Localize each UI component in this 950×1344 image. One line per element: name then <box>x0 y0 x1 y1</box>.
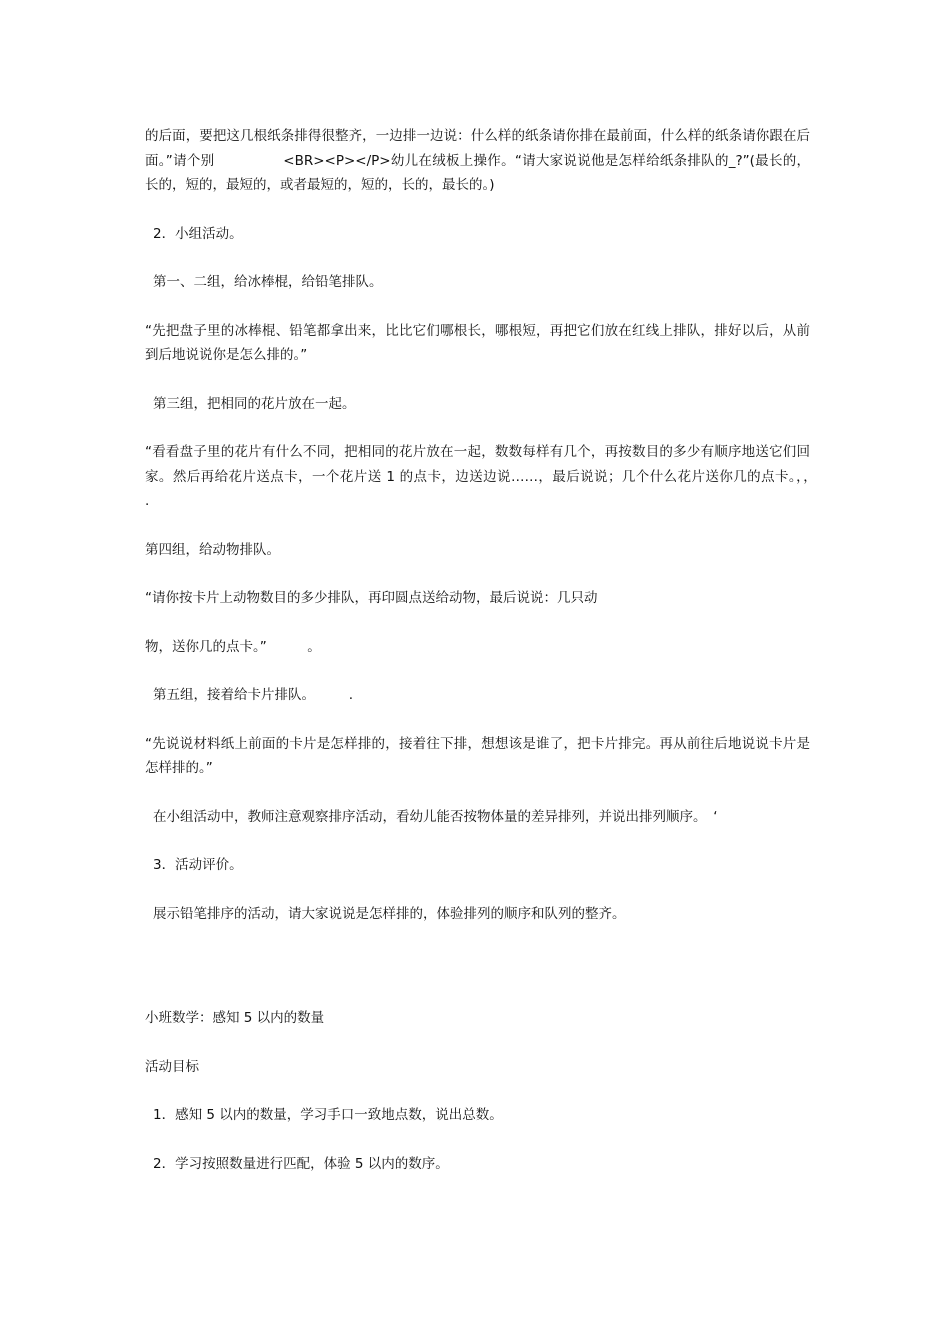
paragraph-groups-one-two-instruction: “先把盘子里的冰棒棍、铅笔都拿出来，比比它们哪根长，哪根短，再把它们放在红线上排队，排好以后，从前到后地说说你是怎么排的。” <box>145 322 810 363</box>
heading-group-activity: 2．小组活动。 <box>153 225 243 242</box>
heading-activity-goals: 活动目标 <box>145 1058 199 1075</box>
paragraph-group-five: 第五组，接着给卡片排队。 . <box>153 687 354 703</box>
goal-item-2: 2．学习按照数量进行匹配，体验 5 以内的数序。 <box>153 1155 449 1172</box>
paragraph-group-four-instruction: “请你按卡片上动物数目的多少排队，再印圆点送给动物，最后说说：几只动 <box>145 590 598 606</box>
paragraph-evaluation-detail: 展示铅笔排序的活动，请大家说说是怎样排的，体验排列的顺序和队列的整齐。 <box>153 905 626 922</box>
lesson-title: 小班数学：感知 5 以内的数量 <box>145 1010 325 1026</box>
heading-activity-evaluation: 3．活动评价。 <box>153 857 243 873</box>
paragraph-group-four-instruction-cont: 物，送你几的点卡。” 。 <box>145 638 321 655</box>
paragraph-groups-one-two: 第一、二组，给冰棒棍，给铅笔排队。 <box>153 274 383 290</box>
paragraph-group-four: 第四组，给动物排队。 <box>145 541 280 558</box>
paragraph-group-five-instruction: “先说说材料纸上前面的卡片是怎样排的，接着往下排，想想该是谁了，把卡片排完。再从前往后地说说卡片是怎样排的。” <box>145 735 810 776</box>
paragraph-teacher-observation: 在小组活动中，教师注意观察排序活动，看幼儿能否按物体量的差异排列，并说出排列顺序。 ‘ <box>153 808 718 825</box>
document-page <box>145 124 851 1176</box>
paragraph-group-three: 第三组，把相同的花片放在一起。 <box>153 395 356 412</box>
goal-item-1: 1．感知 5 以内的数量，学习手口一致地点数，说出总数。 <box>153 1107 503 1123</box>
paragraph-sorting-paper-strips: 的后面，要把这几根纸条排得很整齐，一边排一边说：什么样的纸条请你排在最前面，什么样的纸条请你跟在后面。”请个别 <BR><P></P>幼儿在绒板上操作。“请大家说说他是怎样给纸条排队的_?”(最长的，长的，短的，最短的，或者最短的，短的，长的，最长的。) <box>145 128 810 193</box>
paragraph-group-three-instruction: “看看盘子里的花片有什么不同，把相同的花片放在一起，数数每样有几个，再按数目的多少有顺序地送它们回家。然后再给花片送点卡，一个花片送 1 的点卡，边送边说……，最后说说；几个什么花片送你几的点卡。，， . <box>145 444 851 509</box>
